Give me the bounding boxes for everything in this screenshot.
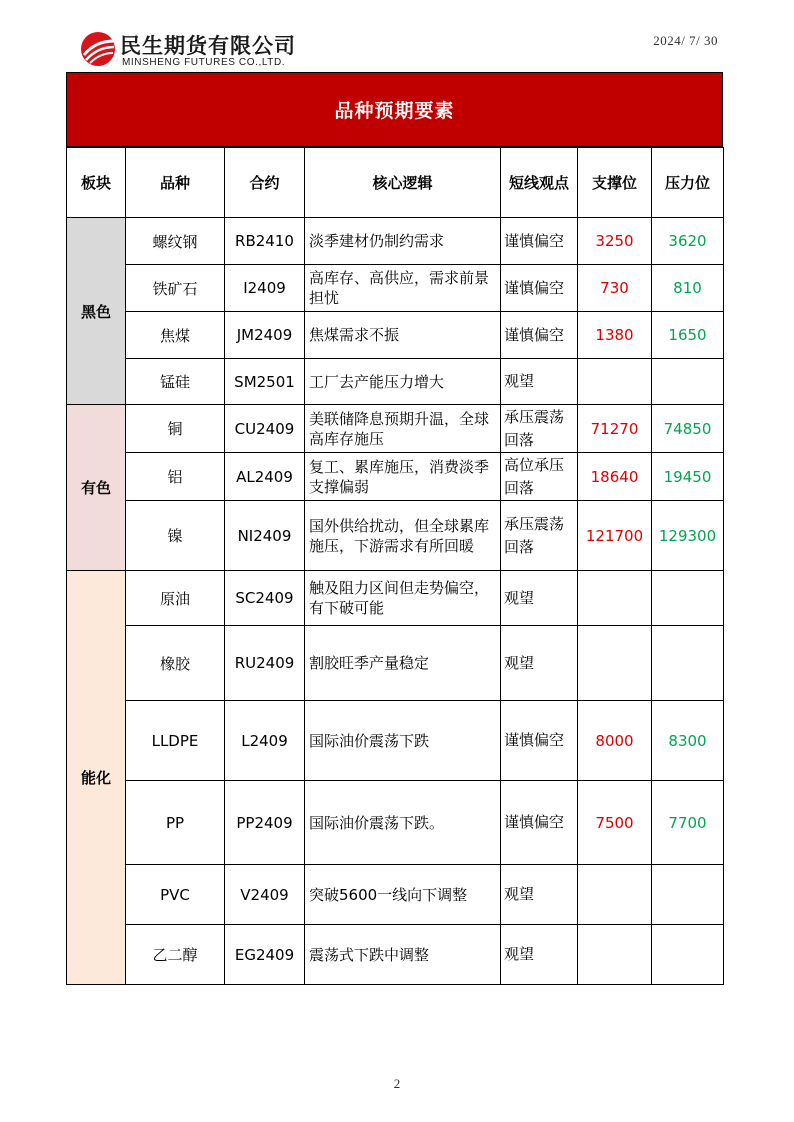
logic-cell: 割胶旺季产量稳定 (305, 626, 501, 701)
view-cell: 谨慎偏空 (501, 701, 578, 781)
support-cell: 121700 (578, 501, 652, 571)
contract-cell: RB2410 (225, 218, 305, 265)
contract-cell: V2409 (225, 865, 305, 925)
logic-cell: 触及阻力区间但走势偏空，有下破可能 (305, 571, 501, 626)
report-date: 2024/ 7/ 30 (653, 33, 718, 48)
resistance-cell (652, 865, 724, 925)
contract-cell: RU2409 (225, 626, 305, 701)
col-header-sector: 板块 (67, 148, 126, 218)
table-row (67, 925, 724, 985)
view-cell: 承压震荡回落 (501, 405, 578, 453)
product-cell: 铜 (126, 405, 225, 453)
col-header-support: 支撑位 (578, 148, 652, 218)
table-row (67, 265, 724, 312)
contract-cell: PP2409 (225, 781, 305, 865)
logic-cell: 美联储降息预期升温，全球高库存施压 (305, 405, 501, 453)
table-title-band (66, 72, 723, 147)
resistance-cell: 1650 (652, 312, 724, 359)
view-cell: 观望 (501, 865, 578, 925)
contract-cell: AL2409 (225, 453, 305, 501)
logic-cell: 国外供给扰动，但全球累库施压，下游需求有所回暖 (305, 501, 501, 571)
resistance-cell (652, 925, 724, 985)
resistance-cell: 3620 (652, 218, 724, 265)
support-cell: 3250 (578, 218, 652, 265)
table-row (67, 865, 724, 925)
company-logo (80, 28, 320, 72)
table-row (67, 571, 724, 626)
product-cell: 原油 (126, 571, 225, 626)
resistance-cell: 8300 (652, 701, 724, 781)
logic-cell: 淡季建材仍制约需求 (305, 218, 501, 265)
resistance-cell: 19450 (652, 453, 724, 501)
support-cell (578, 359, 652, 405)
table-row (67, 501, 724, 571)
support-cell: 71270 (578, 405, 652, 453)
support-cell: 1380 (578, 312, 652, 359)
contract-cell: JM2409 (225, 312, 305, 359)
product-cell: LLDPE (126, 701, 225, 781)
table-row (67, 781, 724, 865)
logic-cell: 突破5600一线向下调整 (305, 865, 501, 925)
support-cell: 7500 (578, 781, 652, 865)
logic-cell: 震荡式下跌中调整 (305, 925, 501, 985)
logic-cell: 复工、累库施压，消费淡季支撑偏弱 (305, 453, 501, 501)
sector-energy-chemical: 能化 (67, 571, 126, 985)
support-cell: 730 (578, 265, 652, 312)
table-row (67, 626, 724, 701)
contract-cell: L2409 (225, 701, 305, 781)
product-cell: 锰硅 (126, 359, 225, 405)
support-cell (578, 865, 652, 925)
resistance-cell (652, 571, 724, 626)
table-row (67, 359, 724, 405)
contract-cell: SC2409 (225, 571, 305, 626)
table-title: 品种预期要素 (334, 100, 455, 122)
resistance-cell (652, 626, 724, 701)
page-number: 2 (393, 1076, 401, 1091)
view-cell: 承压震荡回落 (501, 501, 578, 571)
product-cell: PVC (126, 865, 225, 925)
view-cell: 谨慎偏空 (501, 781, 578, 865)
contract-cell: EG2409 (225, 925, 305, 985)
col-header-logic: 核心逻辑 (305, 148, 501, 218)
support-cell (578, 626, 652, 701)
view-cell: 高位承压回落 (501, 453, 578, 501)
view-cell: 观望 (501, 626, 578, 701)
table-row (67, 312, 724, 359)
view-cell: 观望 (501, 571, 578, 626)
view-cell: 观望 (501, 925, 578, 985)
product-cell: 铁矿石 (126, 265, 225, 312)
col-header-view: 短线观点 (501, 148, 578, 218)
resistance-cell: 810 (652, 265, 724, 312)
expectation-table (66, 147, 724, 985)
product-cell: 镍 (126, 501, 225, 571)
logic-cell: 高库存、高供应，需求前景担忧 (305, 265, 501, 312)
view-cell: 谨慎偏空 (501, 265, 578, 312)
product-cell: 铝 (126, 453, 225, 501)
col-header-resistance: 压力位 (652, 148, 724, 218)
view-cell: 谨慎偏空 (501, 218, 578, 265)
support-cell (578, 925, 652, 985)
view-cell: 谨慎偏空 (501, 312, 578, 359)
support-cell: 18640 (578, 453, 652, 501)
product-cell: 橡胶 (126, 626, 225, 701)
logic-cell: 工厂去产能压力增大 (305, 359, 501, 405)
sector-black: 黑色 (67, 218, 126, 405)
logic-cell: 焦煤需求不振 (305, 312, 501, 359)
contract-cell: I2409 (225, 265, 305, 312)
product-cell: 乙二醇 (126, 925, 225, 985)
support-cell (578, 571, 652, 626)
sector-nonferrous: 有色 (67, 405, 126, 571)
col-header-product: 品种 (126, 148, 225, 218)
header-row (67, 148, 724, 218)
product-cell: 焦煤 (126, 312, 225, 359)
logic-cell: 国际油价震荡下跌 (305, 701, 501, 781)
table-row (67, 701, 724, 781)
view-cell: 观望 (501, 359, 578, 405)
table-row (67, 405, 724, 453)
col-header-contract: 合约 (225, 148, 305, 218)
table-row (67, 453, 724, 501)
table-row (67, 218, 724, 265)
contract-cell: SM2501 (225, 359, 305, 405)
company-name-cn: 民生期货有限公司 (120, 34, 296, 58)
resistance-cell: 74850 (652, 405, 724, 453)
contract-cell: CU2409 (225, 405, 305, 453)
product-cell: 螺纹钢 (126, 218, 225, 265)
resistance-cell: 129300 (652, 501, 724, 571)
product-cell: PP (126, 781, 225, 865)
resistance-cell (652, 359, 724, 405)
contract-cell: NI2409 (225, 501, 305, 571)
minsheng-logo-icon (80, 31, 116, 67)
support-cell: 8000 (578, 701, 652, 781)
resistance-cell: 7700 (652, 781, 724, 865)
logic-cell: 国际油价震荡下跌。 (305, 781, 501, 865)
company-name-en: MINSHENG FUTURES CO.,LTD. (122, 57, 286, 68)
